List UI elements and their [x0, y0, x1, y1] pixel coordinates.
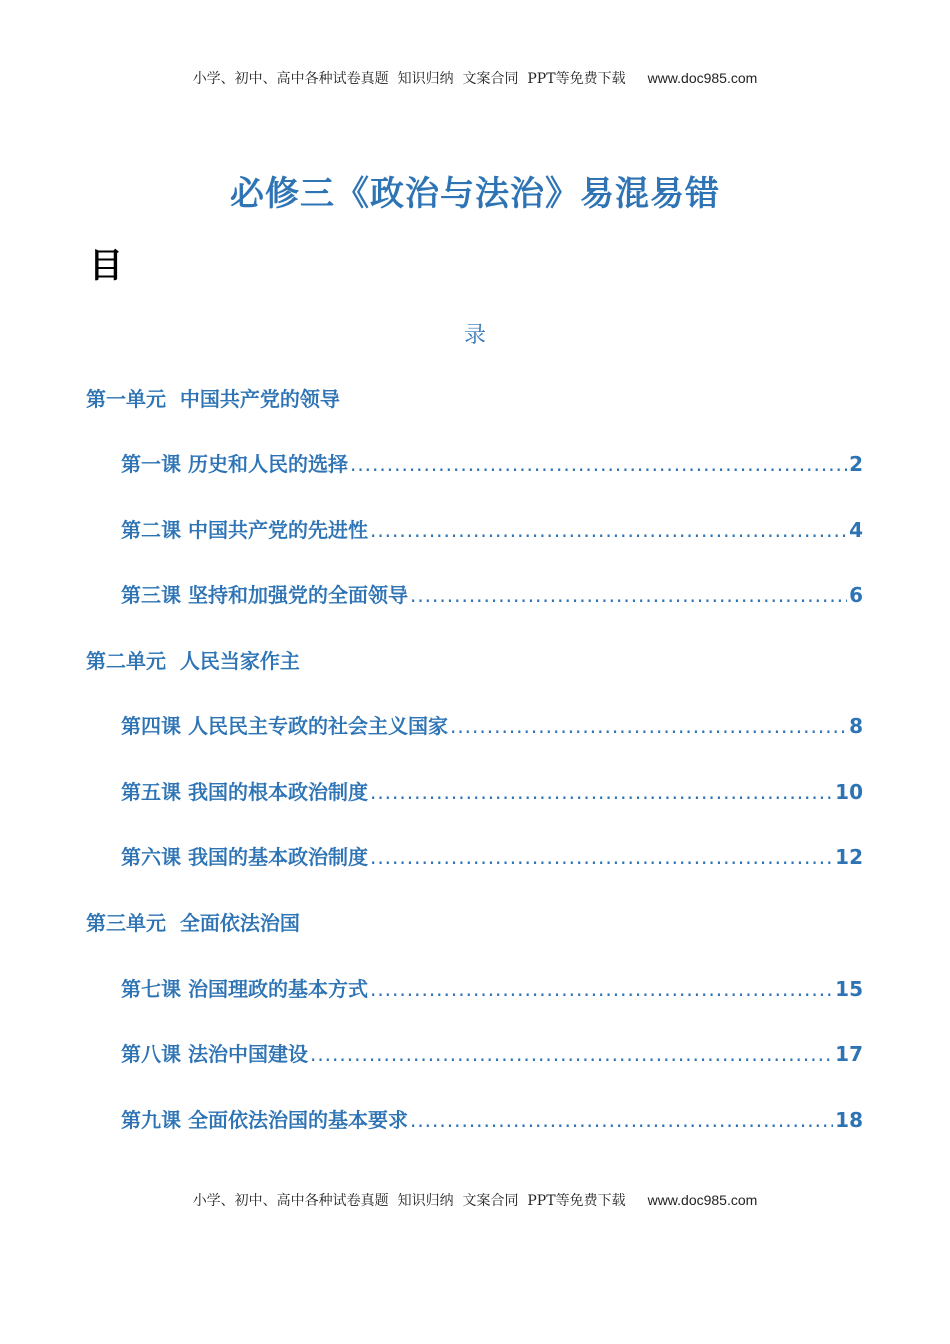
dot-leader	[310, 1041, 833, 1067]
toc-lesson-5[interactable]	[121, 779, 863, 805]
dot-leader	[410, 1107, 833, 1133]
toc-unit-3[interactable]: 第三单元 全面依法治国	[86, 911, 300, 935]
toc-lesson-label: 第一课 历史和人民的选择	[121, 452, 348, 476]
toc-lesson-7[interactable]	[121, 976, 863, 1002]
footer-banner-text: 小学、初中、高中各种试卷真题 知识归纳 文案合同 PPT等免费下载	[192, 1193, 626, 1209]
toc-lesson-page: 17	[835, 1042, 863, 1066]
toc-lesson-page: 12	[835, 845, 863, 869]
toc-lesson-page: 4	[849, 518, 863, 542]
toc-lesson-1[interactable]	[121, 451, 863, 477]
document-title: 必修三《政治与法治》易混易错	[230, 174, 720, 214]
header-banner	[0, 68, 950, 88]
toc-heading-second-char: 录	[463, 323, 486, 348]
toc-lesson-page: 6	[849, 583, 863, 607]
toc-lesson-page: 2	[849, 452, 863, 476]
dot-leader	[370, 517, 847, 543]
toc-heading-first-char: 目	[89, 246, 123, 286]
toc-unit-2[interactable]: 第二单元 人民当家作主	[86, 649, 300, 673]
dot-leader	[350, 451, 847, 477]
toc-lesson-label: 第七课 治国理政的基本方式	[121, 977, 368, 1001]
toc-lesson-label: 第九课 全面依法治国的基本要求	[121, 1108, 408, 1132]
dot-leader	[370, 844, 833, 870]
toc-lesson-8[interactable]	[121, 1041, 863, 1067]
toc-lesson-label: 第二课 中国共产党的先进性	[121, 518, 368, 542]
toc-lesson-label: 第三课 坚持和加强党的全面领导	[121, 583, 408, 607]
toc-lesson-9[interactable]	[121, 1107, 863, 1133]
dot-leader	[410, 582, 847, 608]
toc-lesson-label: 第四课 人民民主专政的社会主义国家	[121, 714, 448, 738]
footer-banner	[0, 1190, 950, 1210]
toc-lesson-4[interactable]	[121, 713, 863, 739]
dot-leader	[370, 779, 833, 805]
toc-unit-1[interactable]: 第一单元 中国共产党的领导	[86, 387, 340, 411]
dot-leader	[370, 976, 833, 1002]
toc-lesson-page: 8	[849, 714, 863, 738]
toc-lesson-page: 10	[835, 780, 863, 804]
toc-lesson-page: 15	[835, 977, 863, 1001]
toc-lesson-6[interactable]	[121, 844, 863, 870]
dot-leader	[450, 713, 847, 739]
toc-lesson-page: 18	[835, 1108, 863, 1132]
footer-banner-url[interactable]: www.doc985.com	[647, 1192, 758, 1208]
toc-lesson-label: 第八课 法治中国建设	[121, 1042, 308, 1066]
header-banner-url[interactable]: www.doc985.com	[647, 70, 758, 86]
toc-lesson-label: 第六课 我国的基本政治制度	[121, 845, 368, 869]
header-banner-text: 小学、初中、高中各种试卷真题 知识归纳 文案合同 PPT等免费下载	[192, 71, 626, 87]
toc-lesson-2[interactable]	[121, 517, 863, 543]
toc-lesson-label: 第五课 我国的根本政治制度	[121, 780, 368, 804]
toc-lesson-3[interactable]	[121, 582, 863, 608]
